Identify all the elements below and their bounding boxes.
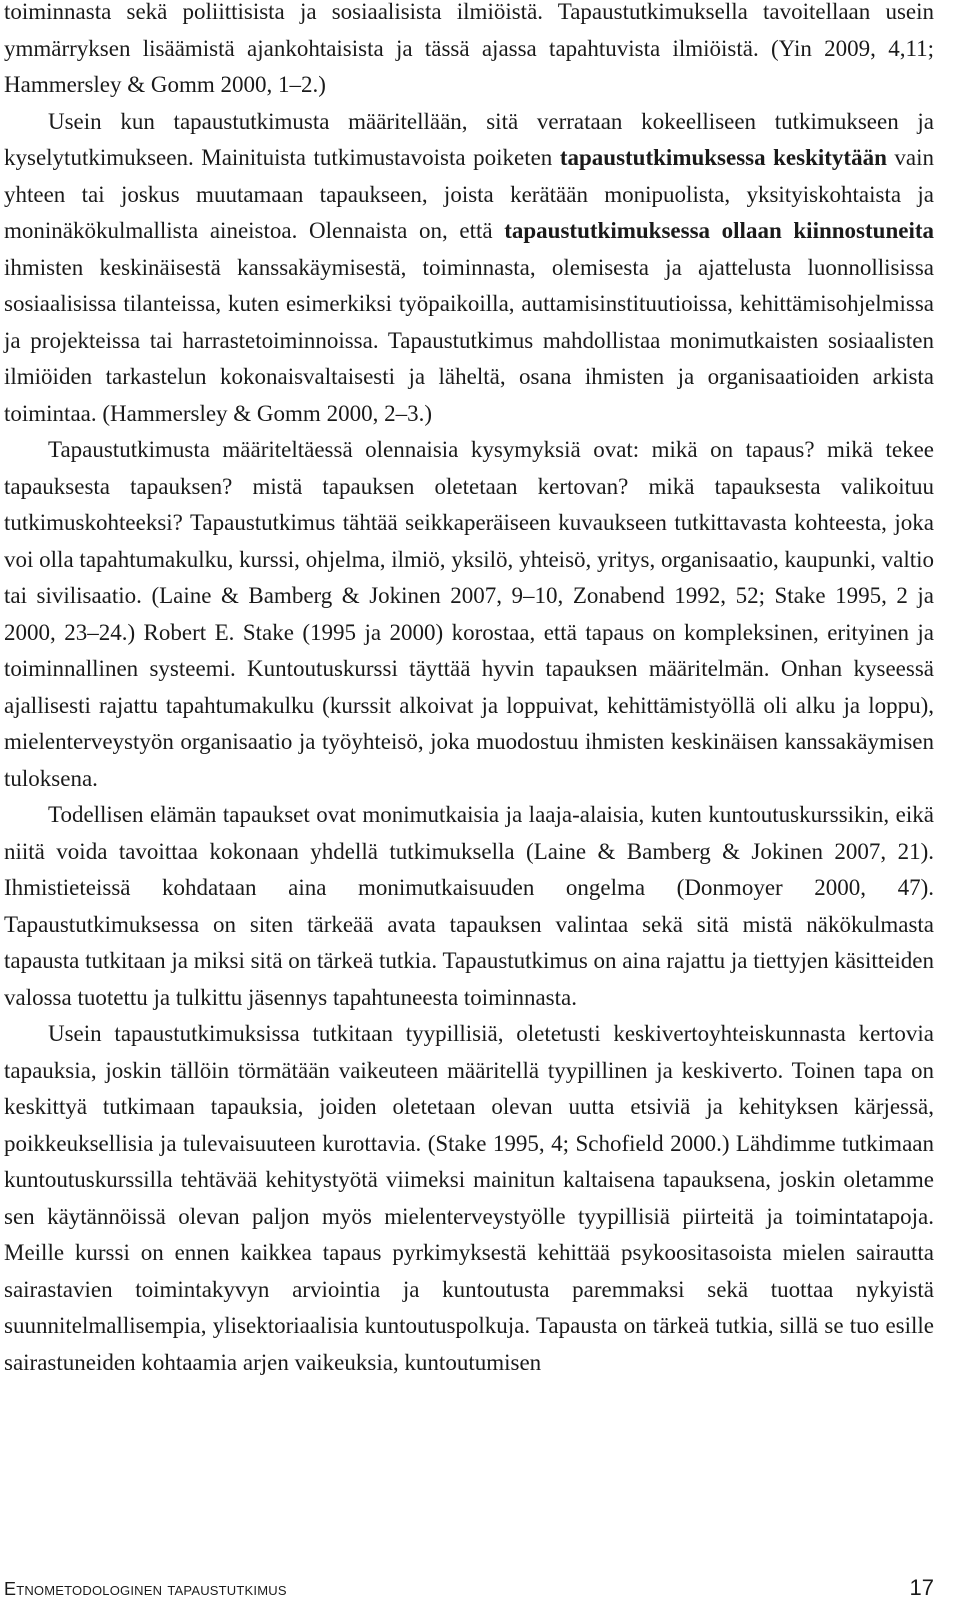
text-run: Usein tapaustutkimuksissa tutkitaan tyypillisiä, oletetusti keskivertoyhteiskunnasta kertovia tapauksia, joskin tällöin törmätään vaikeuteen määritellä tyypillinen ja keskiverto. Toinen tapa on keskittyä tutkimaan tapauksia, joiden oletetaan olevan uutta etsiviä ja kehityksen kärjessä, poikkeuksellisia ja tulevaisuuteen kurottavia. (Stake 1995, 4; Schofield 2000.) Lähdimme tutkimaan kuntoutuskurssilla tehtävää kehitystyötä viimeksi mainitun kaltaisena tapauksena, joskin oletamme sen käytännöissä olevan paljon myös mielenterveystyölle tyypillisiä piirteitä ja toimintatapoja. Meille kurssi on ennen kaikkea tapaus pyrkimyksestä kehittää psykoositasoista mielen sairautta sairastavien toimintakyvyn arviointia ja kuntoutusta paremmaksi sekä tuottaa nykyistä suunnitelmallisempia, ylisektoriaalisia kuntoutuspolkuja. Tapausta on tärkeä tutkia, sillä se tuo esille sairastuneiden kohtaamia arjen vaikeuksia, kuntoutumisen: [4, 1021, 934, 1375]
page-number: 17: [909, 1575, 934, 1600]
bold-text: tapaustutkimuksessa ollaan kiinnostuneita: [504, 218, 934, 243]
paragraph: [4, 797, 934, 1016]
running-head: Etnometodologinen tapaustutkimus: [4, 1579, 287, 1599]
text-run: Tapaustutkimusta määriteltäessä olennaisia kysymyksiä ovat: mikä on tapaus? mikä tekee tapauksesta tapauksen? mistä tapauksen oletetaan kertovan? mikä tapauksesta valikoituu tutkimuskohteeksi? Tapaustutkimus tähtää seikkaperäiseen kuvaukseen tutkittavasta kohteesta, joka voi olla tapahtumakulku, kurssi, ohjelma, ilmiö, yksilö, yhteisö, yritys, organisaatio, kaupunki, valtio tai sivilisaatio. (Laine & Bamberg & Jokinen 2007, 9–10, Zonabend 1992, 52; Stake 1995, 2 ja 2000, 23–24.) Robert E. Stake (1995 ja 2000) korostaa, että tapaus on kompleksinen, erityinen ja toiminnallinen systeemi. Kuntoutuskurssi täyttää hyvin tapauksen määritelmän. Onhan kyseessä ajallisesti rajattu tapahtumakulku (kurssit alkoivat ja loppuivat, kehittämistyöllä oli alku ja loppu), mielenterveystyön organisaatio ja työyhteisö, joka muodostuu ihmisten keskinäisen kanssakäymisen tuloksena.: [4, 437, 934, 791]
body-text: [4, 0, 934, 1381]
text-run: vain yhteen tai joskus muutamaan tapaukseen, joista kerätään monipuolista, yksityiskohtaista ja moninäkökulmallista aineistoa. Olennaista on, että: [4, 145, 935, 243]
text-run: Todellisen elämän tapaukset ovat monimutkaisia ja laaja-alaisia, kuten kuntoutuskurssikin, eikä niitä voida tavoittaa kokonaan yhdellä tutkimuksella (Laine & Bamberg & Jokinen 2007, 21). Ihmistieteissä kohdataan aina monimutkaisuuden ongelma (Donmoyer 2000, 47). Tapaustutkimuksessa on siten tärkeää avata tapauksen valintaa sekä sitä mistä näkökulmasta tapausta tutkitaan ja miksi sitä on tärkeä tutkia. Tapaustutkimus on aina rajattu ja tiettyjen käsitteiden valossa tuotettu ja tulkittu jäsennys tapahtuneesta toiminnasta.: [4, 802, 934, 1010]
paragraph: [4, 432, 934, 797]
text-run: Usein kun tapaustutkimusta määritellään, sitä verrataan kokeelliseen tutkimukseen ja kyselytutkimukseen. Mainituista tutkimustavoista poiketen: [4, 108, 934, 170]
page-footer: [4, 1573, 934, 1605]
text-run: ihmisten keskinäisestä kanssakäymisestä, toiminnasta, olemisesta ja ajattelusta luonnollisissa sosiaalisissa tilanteissa, kuten esimerkiksi työpaikoilla, auttamisinstituutioissa, kehittämisohjelmissa ja projekteissa tai harrastetoiminnoissa. Tapaustutkimus mahdollistaa monimutkaisten sosiaalisten ilmiöiden tarkastelun kokonaisvaltaisesti ja läheltä, osana ihmisten ja organisaatioiden arkista toimintaa. (Hammersley & Gomm 2000, 2–3.): [4, 254, 934, 426]
paragraph: [4, 0, 934, 104]
text-run: toiminnasta sekä poliittisista ja sosiaalisista ilmiöistä. Tapaustutkimuksella tavoitellaan usein ymmärryksen lisäämistä ajankohtaisista ja tässä ajassa tapahtuvista ilmiöistä. (Yin 2009, 4,11; Hammersley & Gomm 2000, 1–2.): [4, 0, 934, 97]
paragraph: [4, 104, 934, 433]
paragraph: [4, 1016, 934, 1381]
bold-text: tapaustutkimuksessa keskitytään: [559, 145, 887, 170]
